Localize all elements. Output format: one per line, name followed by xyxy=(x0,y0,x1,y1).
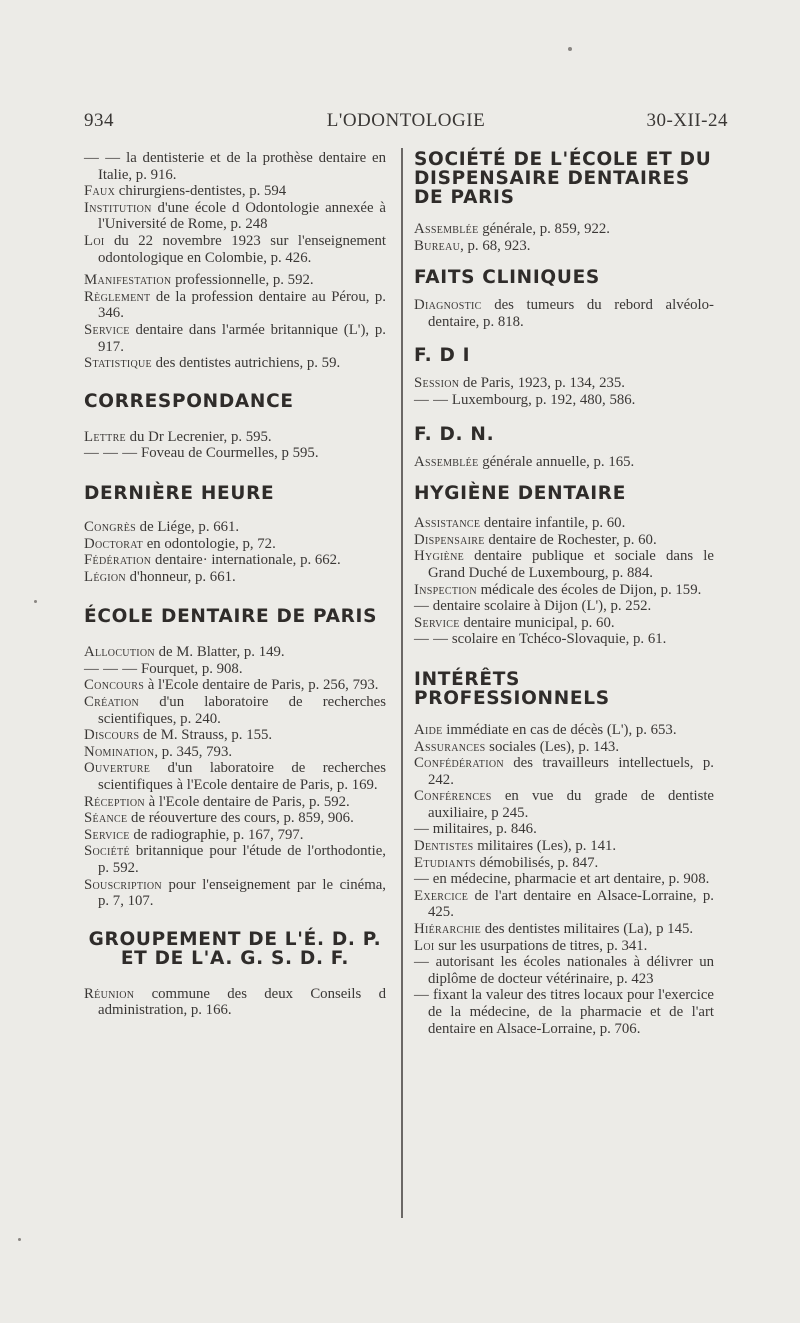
index-entry: Séance de réouverture des cours, p. 859, 906. xyxy=(84,810,354,827)
issue-date: 30-XII-24 xyxy=(646,110,728,131)
index-entry: Réunion commune des deux Conseils d administration, p. 166. xyxy=(84,985,386,1019)
index-entry: — dentaire scolaire à Dijon (L'), p. 252. xyxy=(414,598,652,615)
index-entry: — — — Fourquet, p. 908. xyxy=(84,660,243,677)
index-entry: Nomination, p. 345, 793. xyxy=(84,743,233,760)
scan-speck xyxy=(18,1238,21,1241)
index-entry: — autorisant les écoles nationales à délivrer un diplôme de docteur vétérinaire, p. 423 xyxy=(414,954,714,987)
index-entry: Service dentaire municipal, p. 60. xyxy=(414,614,615,631)
scan-speck xyxy=(34,600,37,603)
index-entry: Fédération dentaire· internationale, p. 662. xyxy=(84,552,341,569)
index-entry: Doctorat en odontologie, p, 72. xyxy=(84,535,276,552)
index-entry: — — — Foveau de Courmelles, p 595. xyxy=(84,445,319,462)
index-entry: Assurances sociales (Les), p. 143. xyxy=(414,738,620,755)
index-entry: Hiérarchie des dentistes militaires (La), p 145. xyxy=(414,921,694,938)
index-entry: Institution d'une école d Odontologie annexée à l'Université de Rome, p. 248 xyxy=(84,199,386,233)
index-entry: — en médecine, pharmacie et art dentaire, p. 908. xyxy=(414,871,710,888)
index-entry: Assistance dentaire infantile, p. 60. xyxy=(414,515,626,532)
index-entry: Lettre du Dr Lecrenier, p. 595. xyxy=(84,428,272,445)
index-entry: Société britannique pour l'étude de l'orthodontie, p. 592. xyxy=(84,843,386,876)
index-entry: Loi du 22 novembre 1923 sur l'enseignement odontologique en Colombie, p. 426. xyxy=(84,232,386,266)
index-entry: Service de radiographie, p. 167, 797. xyxy=(84,826,304,843)
section-heading-hygiene: HYGIÈNE DENTAIRE xyxy=(414,483,627,505)
index-entry: Création d'un laboratoire de recherches scientifiques, p. 240. xyxy=(84,694,386,727)
index-entry: Discours de M. Strauss, p. 155. xyxy=(84,727,273,744)
page-number: 934 xyxy=(84,110,114,131)
index-entry: Confédération des travailleurs intellectuels, p. 242. xyxy=(414,755,714,788)
index-entry: Aide immédiate en cas de décès (L'), p. 653. xyxy=(414,721,677,738)
index-entry: Réception à l'Ecole dentaire de Paris, p. 592. xyxy=(84,793,350,810)
index-entry: Congrès de Liége, p. 661. xyxy=(84,518,240,535)
section-heading-correspondance: CORRESPONDANCE xyxy=(84,390,294,412)
index-entry: Manifestation professionnelle, p. 592. xyxy=(84,272,314,289)
section-heading-societe: SOCIÉTÉ DE L'ÉCOLE ET DU DISPENSAIRE DENTAIRES DE PARIS xyxy=(414,149,712,208)
index-entry: Inspection médicale des écoles de Dijon, p. 159. xyxy=(414,581,702,598)
index-entry: Ouverture d'un laboratoire de recherches scientifiques à l'Ecole dentaire de Paris, p. 169. xyxy=(84,760,386,794)
index-entry: Etudiants démobilisés, p. 847. xyxy=(414,854,599,871)
index-entry: Concours à l'Ecole dentaire de Paris, p. 256, 793. xyxy=(84,677,379,694)
index-entry: Hygiène dentaire publique et sociale dans le Grand Duché de Luxembourg, p. 884. xyxy=(414,548,714,581)
index-entry: Souscription pour l'enseignement par le cinéma, p. 7, 107. xyxy=(84,876,386,910)
section-heading-faits-cliniques: FAITS CLINIQUES xyxy=(414,267,600,289)
right-column xyxy=(414,150,714,1037)
index-entry: Allocution de M. Blatter, p. 149. xyxy=(84,644,285,661)
journal-title: L'ODONTOLOGIE xyxy=(326,110,486,131)
scan-speck xyxy=(568,47,572,51)
index-entry: Assemblée générale, p. 859, 922. xyxy=(414,221,611,237)
index-entry: Règlement de la profession dentaire au Pérou, p. 346. xyxy=(84,288,386,322)
index-entry: Statistique des dentistes autrichiens, p. 59. xyxy=(84,355,341,372)
section-heading-fdi: F. D I xyxy=(414,345,471,367)
section-heading-derniere-heure: DERNIÈRE HEURE xyxy=(84,482,275,504)
index-entry: Conférences en vue du grade de dentiste auxiliaire, p 245. xyxy=(414,788,714,821)
index-entry: — — Luxembourg, p. 192, 480, 586. xyxy=(414,391,636,408)
index-entry: Exercice de l'art dentaire en Alsace-Lorraine, p. 425. xyxy=(414,887,714,921)
section-heading-fdn: F. D. N. xyxy=(414,423,495,445)
index-entry: Bureau, p. 68, 923. xyxy=(414,237,531,254)
index-entry: — militaires, p. 846. xyxy=(414,821,537,838)
left-column xyxy=(84,150,386,1019)
index-entry: Dispensaire dentaire de Rochester, p. 60. xyxy=(414,531,657,548)
index-entry: Dentistes militaires (Les), p. 141. xyxy=(414,838,617,855)
running-header xyxy=(84,110,728,144)
section-heading-interets: INTÉRÊTS PROFESSIONNELS xyxy=(414,668,610,709)
index-entry: — — scolaire en Tchéco-Slovaquie, p. 61. xyxy=(414,631,667,648)
index-entry: Session de Paris, 1923, p. 134, 235. xyxy=(414,375,625,392)
index-entry: — fixant la valeur des titres locaux pour l'exercice de la médecine, de la pharmacie et de l'art dentaire en Alsace-Lorraine, p. 706. xyxy=(414,987,714,1037)
entries-continued xyxy=(84,150,386,372)
index-entry: Assemblée générale annuelle, p. 165. xyxy=(414,453,635,470)
column-divider xyxy=(401,148,403,1218)
section-heading-ecole: ÉCOLE DENTAIRE DE PARIS xyxy=(84,606,378,628)
index-entry: Faux chirurgiens-dentistes, p. 594 xyxy=(84,183,287,200)
index-entry: — — la dentisterie et de la prothèse dentaire en Italie, p. 916. xyxy=(84,150,387,183)
section-heading-groupement: GROUPEMENT DE L'É. D. P. ET DE L'A. G. S. D. F. xyxy=(88,928,382,969)
index-entry: Service dentaire dans l'armée britannique (L'), p. 917. xyxy=(84,321,386,355)
index-entry: Loi sur les usurpations de titres, p. 341. xyxy=(414,937,648,954)
index-entry: Légion d'honneur, p. 661. xyxy=(84,568,236,585)
index-entry: Diagnostic des tumeurs du rebord alvéolo-dentaire, p. 818. xyxy=(414,297,714,330)
